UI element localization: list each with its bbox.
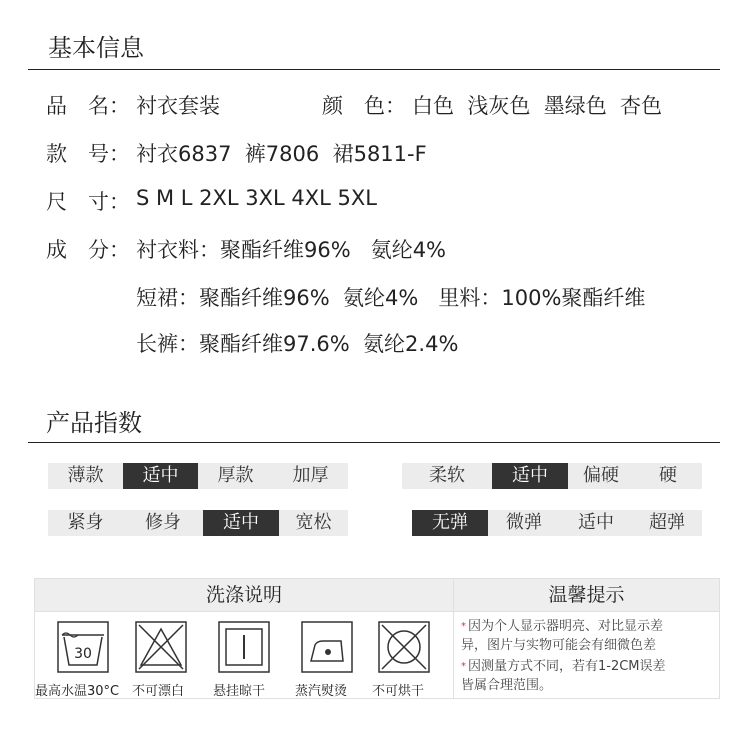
softness-option: 柔软 [429, 465, 465, 486]
tips-header: 温馨提示 [454, 579, 719, 611]
size-value: S M L 2XL 3XL 4XL 5XL [136, 186, 377, 210]
section-title-basic-info: 基本信息 [48, 34, 144, 62]
care-label: 最高水温30°C [35, 684, 120, 699]
thickness-option: 加厚 [292, 465, 329, 486]
style-number-value: 衬衣6837 裤7806 裙5811-F [136, 142, 427, 166]
softness-option: 硬 [659, 465, 677, 486]
product-name-value: 衬衣套装 [136, 94, 220, 118]
care-label: 悬挂晾干 [213, 684, 266, 699]
thickness-option-selected: 适中 [123, 463, 198, 489]
section-divider [28, 442, 720, 443]
softness-option-selected: 适中 [492, 463, 568, 489]
tip-measurement-error: * 因测量方式不同，若有1-2CM误差 皆属合理范围。 [461, 659, 666, 693]
care-label: 不可漂白 [132, 684, 185, 699]
composition-skirt: 短裙：聚酯纤维96% 氨纶4% 里料：100%聚酯纤维 [136, 286, 646, 310]
asterisk-icon: * [461, 621, 466, 632]
thickness-option: 厚款 [217, 465, 254, 486]
style-number-label: 款 号： [46, 142, 130, 166]
elasticity-option: 超弹 [649, 512, 685, 533]
care-header: 洗涤说明 [35, 579, 453, 611]
product-name-label: 品 名： [46, 94, 130, 118]
care-label: 不可烘干 [372, 684, 425, 699]
elasticity-option: 适中 [578, 512, 614, 533]
table-divider [35, 611, 719, 612]
wash-temp-text: 30 [74, 646, 92, 662]
elasticity-option-selected: 无弹 [412, 510, 488, 536]
composition-shirt: 衬衣料：聚酯纤维96% 氨纶4% [136, 238, 447, 262]
composition-label: 成 分： [46, 238, 130, 262]
no-tumble-dry-icon [378, 621, 430, 673]
product-color-label: 颜 色： [322, 94, 406, 118]
thickness-scale [48, 463, 348, 489]
composition-pants: 长裤：聚酯纤维97.6% 氨纶2.4% [136, 332, 459, 356]
hang-dry-icon [218, 621, 270, 673]
no-bleach-icon [135, 621, 187, 673]
elasticity-scale [412, 510, 702, 536]
thickness-option: 薄款 [67, 465, 104, 486]
fit-option: 修身 [145, 512, 181, 533]
wash-30-icon [57, 621, 109, 673]
care-and-tips-table [34, 578, 720, 699]
tip-color-difference: * 因为个人显示器明亮、对比显示差 异，图片与实物可能会有细微色差 [461, 619, 664, 653]
asterisk-icon: * [461, 661, 466, 672]
product-color-value: 白色 浅灰色 墨绿色 杏色 [412, 94, 663, 118]
size-label: 尺 寸： [46, 190, 130, 214]
fit-option-selected: 适中 [203, 510, 279, 536]
fit-scale [48, 510, 348, 536]
care-label: 蒸汽熨烫 [295, 684, 348, 699]
steam-iron-icon [301, 621, 353, 673]
section-divider [28, 69, 720, 70]
fit-option: 紧身 [67, 512, 104, 533]
section-title-product-index: 产品指数 [46, 409, 142, 437]
softness-scale [402, 463, 702, 489]
softness-option: 偏硬 [583, 465, 619, 486]
table-divider [453, 579, 454, 698]
fit-option: 宽松 [295, 512, 332, 533]
elasticity-option: 微弹 [506, 512, 542, 533]
